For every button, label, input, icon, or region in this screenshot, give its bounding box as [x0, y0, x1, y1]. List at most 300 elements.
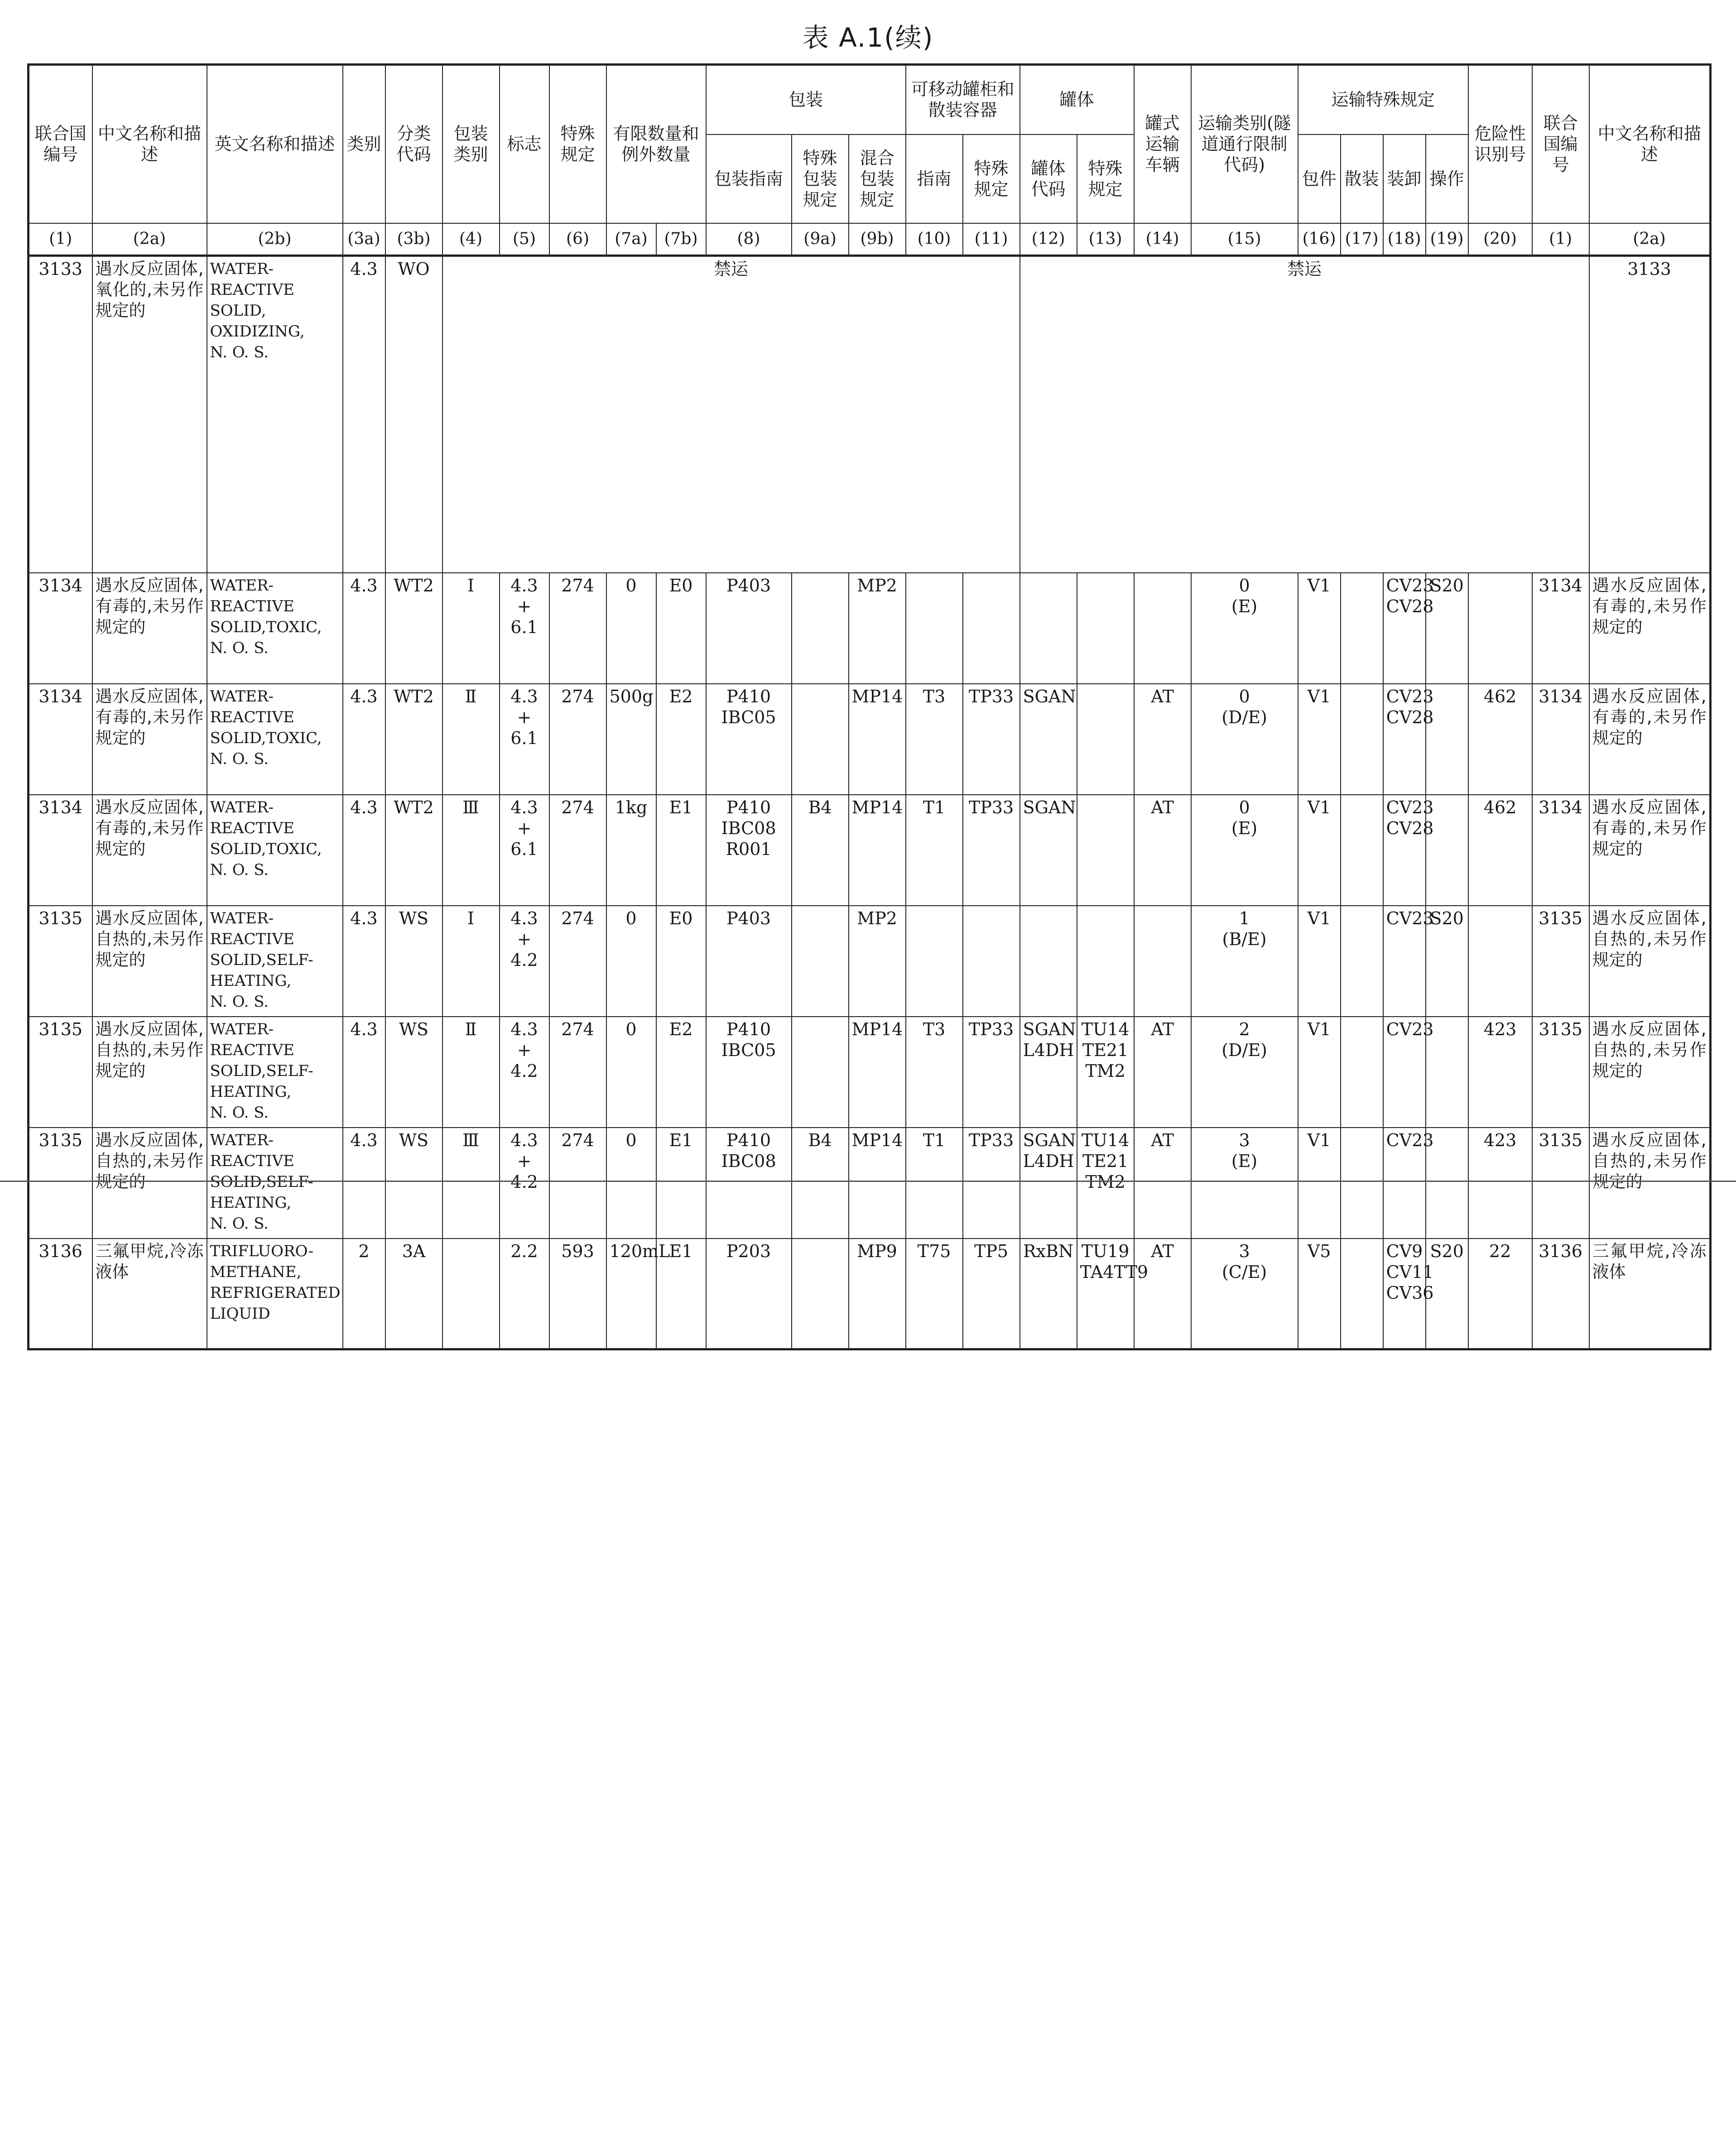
packing-group: Ⅰ: [442, 906, 500, 1017]
tank-code: [1020, 573, 1077, 684]
sp-packages: V1: [1298, 1128, 1341, 1239]
sp-operation: S20: [1426, 1239, 1468, 1349]
sp-loading: [1383, 573, 1434, 684]
tank-special: [1077, 684, 1134, 795]
mixed-packing: MP2: [849, 573, 906, 684]
limited-quantity: 120mL: [606, 1239, 656, 1349]
labels: [500, 795, 549, 906]
class: 4.3: [343, 1017, 385, 1128]
name-en-line: WATER-: [210, 687, 274, 706]
hdr-un-no: 联合国编号: [29, 65, 92, 223]
sp-packages: V1: [1298, 684, 1341, 795]
labels: [500, 1239, 549, 1349]
name-zh-right: 三氟甲烷,冷冻液体: [1589, 1239, 1710, 1349]
hdr-sp-bulk: 散装: [1341, 134, 1383, 223]
hdr-special-transport: 运输特殊规定: [1298, 65, 1468, 134]
name-en-line: SOLID,SELF-: [210, 951, 313, 969]
excepted-quantity: E0: [656, 906, 706, 1017]
transport-category: [1191, 795, 1298, 906]
name-en-line: REACTIVE: [210, 597, 294, 615]
tank-code-line: L4DH: [1023, 1040, 1074, 1060]
column-number: (1): [29, 223, 92, 256]
sp-operation: S20: [1426, 573, 1468, 684]
sp-loading-line: CV23: [1386, 1130, 1434, 1150]
name-en-line: REACTIVE: [210, 930, 294, 948]
packing-instruction-line: P410: [726, 686, 771, 706]
tank-code: [1020, 906, 1077, 1017]
name-en-line: SOLID,SELF-: [210, 1172, 313, 1191]
special-provision: 274: [549, 684, 606, 795]
special-packing: [792, 684, 849, 795]
packing-instruction-line: P410: [726, 797, 771, 817]
portable-instruction: T3: [906, 1017, 963, 1128]
hdr-un-no-right: 联合国编号: [1532, 65, 1589, 223]
hdr-sp-packages: 包件: [1298, 134, 1341, 223]
packing-instruction-line: R001: [726, 839, 772, 859]
name-en: [207, 573, 343, 684]
column-number: (5): [500, 223, 549, 256]
labels-line: 6.1: [510, 839, 538, 859]
sp-loading-line: CV23: [1386, 686, 1434, 706]
un-number: 3136: [29, 1239, 92, 1349]
name-en: [207, 906, 343, 1017]
sp-loading-line: CV36: [1386, 1282, 1434, 1303]
column-number: (2a): [92, 223, 207, 256]
name-en-line: N. O. S.: [210, 749, 269, 768]
column-number: (3b): [385, 223, 442, 256]
labels-line: 4.3 +: [510, 1130, 538, 1171]
tank-special: [1077, 1239, 1149, 1349]
tank-special-line: TU14: [1081, 1130, 1130, 1150]
labels-line: 4.3 +: [510, 797, 538, 838]
column-number: (12): [1020, 223, 1077, 256]
name-en: [207, 795, 343, 906]
sp-loading-line: CV23: [1386, 797, 1434, 817]
labels-line: 4.3 +: [510, 908, 538, 949]
special-packing: [792, 1239, 849, 1349]
name-en-line: SOLID,TOXIC,: [210, 729, 322, 747]
special-packing: [792, 906, 849, 1017]
un-number-right: 3135: [1532, 1128, 1589, 1239]
column-number: (20): [1468, 223, 1532, 256]
sp-bulk: [1341, 1128, 1383, 1239]
class-code: WS: [385, 1128, 442, 1239]
sp-bulk: [1341, 1239, 1383, 1349]
labels: [500, 573, 549, 684]
name-en-line: REFRIGERATED: [210, 1283, 341, 1302]
sp-packages: V1: [1298, 1017, 1341, 1128]
class-code: WT2: [385, 795, 442, 906]
transport-category: [1191, 684, 1298, 795]
hdr-special-provisions: 特殊规定: [549, 65, 606, 223]
un-number: 3133: [29, 256, 92, 573]
portable-special: [963, 573, 1020, 684]
portable-instruction: [906, 906, 963, 1017]
transport-category: [1191, 1239, 1298, 1349]
mixed-packing: MP9: [849, 1239, 906, 1349]
name-zh: 遇水反应固体,自热的,未另作规定的: [92, 1128, 207, 1239]
mixed-packing: MP14: [849, 1128, 906, 1239]
name-zh-right: 遇水反应固体,有毒的,未另作规定的: [1589, 684, 1710, 795]
hazard-id: 22: [1468, 1239, 1532, 1349]
tank-special: [1077, 795, 1134, 906]
labels-line: 2.2: [510, 1241, 538, 1261]
mixed-packing: MP2: [849, 906, 906, 1017]
portable-special: TP33: [963, 684, 1020, 795]
name-zh-right: 遇水反应固体,自热的,未另作规定的: [1589, 1017, 1710, 1128]
packing-instruction-line: P410: [726, 1130, 771, 1150]
column-number: (2a): [1589, 223, 1710, 256]
transport-category: [1191, 573, 1298, 684]
transport-category-line: (B/E): [1222, 929, 1267, 949]
column-number: (1): [1532, 223, 1589, 256]
class-code: 3A: [385, 1239, 442, 1349]
hdr-class: 类别: [343, 65, 385, 223]
name-en-line: REACTIVE: [210, 281, 294, 299]
hdr-name-zh-right: 中文名称和描述: [1589, 65, 1710, 223]
name-zh-right: 遇水反应固体,自热的,未另作规定的: [1589, 906, 1710, 1017]
tank-special-line: TA4TT9: [1080, 1262, 1149, 1282]
table-row: [29, 1239, 1711, 1349]
sp-bulk: [1341, 906, 1383, 1017]
name-en-line: N. O. S.: [210, 1214, 269, 1233]
special-provision: 274: [549, 1128, 606, 1239]
name-zh: 遇水反应固体,自热的,未另作规定的: [92, 1017, 207, 1128]
column-number: (16): [1298, 223, 1341, 256]
tank-code: [1020, 795, 1077, 906]
un-number: 3134: [29, 684, 92, 795]
column-number: (7b): [656, 223, 706, 256]
limited-quantity: 500g: [606, 684, 656, 795]
tank-code-line: SGAN: [1023, 797, 1076, 817]
column-number: (13): [1077, 223, 1134, 256]
excepted-quantity: E1: [656, 1128, 706, 1239]
name-zh: 遇水反应固体,有毒的,未另作规定的: [92, 573, 207, 684]
tank-vehicle: [1134, 573, 1191, 684]
packing-group: [442, 1239, 500, 1349]
un-number: 3135: [29, 906, 92, 1017]
labels-line: 4.2: [510, 1172, 538, 1192]
name-zh: 遇水反应固体,有毒的,未另作规定的: [92, 795, 207, 906]
packing-instruction-line: P403: [726, 575, 771, 595]
column-number: (11): [963, 223, 1020, 256]
header-row-1: [29, 65, 1711, 134]
class-code: WT2: [385, 684, 442, 795]
tank-vehicle: [1134, 906, 1191, 1017]
hdr-packing-instr: 包装指南: [706, 134, 792, 223]
special-packing: [792, 573, 849, 684]
name-en-line: SOLID,TOXIC,: [210, 618, 322, 636]
excepted-quantity: E2: [656, 684, 706, 795]
column-number: (3a): [343, 223, 385, 256]
mixed-packing: MP14: [849, 795, 906, 906]
transport-category-line: 2: [1239, 1019, 1250, 1039]
hdr-hazard-id: 危险性识别号: [1468, 65, 1532, 223]
class: 4.3: [343, 795, 385, 906]
un-number-right: 3133: [1589, 256, 1710, 573]
hdr-packing-group: 包装类别: [442, 65, 500, 223]
column-number: (8): [706, 223, 792, 256]
column-number: (2b): [207, 223, 343, 256]
table-title: 表 A.1(续): [802, 22, 934, 53]
name-en: [207, 1017, 343, 1128]
hazard-id: 423: [1468, 1017, 1532, 1128]
packing-group: Ⅱ: [442, 1017, 500, 1128]
packing-instruction-line: IBC05: [721, 1040, 776, 1060]
column-number: (9b): [849, 223, 906, 256]
hdr-tank-vehicle: 罐式运输车辆: [1134, 65, 1191, 223]
hdr-portable-sp: 特殊规定: [963, 134, 1020, 223]
name-en-line: TRIFLUORO-: [210, 1242, 314, 1260]
tank-special-line: TE21: [1082, 1040, 1129, 1060]
forbidden-transport: 禁运: [1020, 256, 1589, 573]
hdr-portable-instr: 指南: [906, 134, 963, 223]
hdr-tank: 罐体: [1020, 65, 1134, 134]
tank-special-line: TM2: [1085, 1172, 1125, 1192]
name-en-line: SOLID,: [210, 302, 266, 320]
column-number: (17): [1341, 223, 1383, 256]
packing-instruction: [706, 906, 792, 1017]
sp-loading-line: CV23: [1386, 575, 1434, 595]
tank-code-line: SGAN: [1023, 1130, 1076, 1150]
dangerous-goods-table: [27, 63, 1712, 1350]
hdr-name-en: 英文名称和描述: [207, 65, 343, 223]
transport-category-line: 0: [1239, 686, 1250, 706]
special-provision: 593: [549, 1239, 606, 1349]
hdr-sp-loading: 装卸: [1383, 134, 1426, 223]
tank-code: [1020, 684, 1077, 795]
un-number-right: 3135: [1532, 1017, 1589, 1128]
portable-special: TP33: [963, 1017, 1020, 1128]
hazard-id: 423: [1468, 1128, 1532, 1239]
hazard-id: [1468, 573, 1532, 684]
labels: [500, 906, 549, 1017]
name-en-line: REACTIVE: [210, 708, 294, 726]
portable-special: TP5: [963, 1239, 1020, 1349]
packing-instruction-line: IBC08: [721, 1151, 776, 1171]
excepted-quantity: E0: [656, 573, 706, 684]
hazard-id: 462: [1468, 795, 1532, 906]
limited-quantity: 0: [606, 573, 656, 684]
labels: [500, 1017, 549, 1128]
tank-code-line: L4DH: [1023, 1151, 1074, 1171]
tank-special: [1077, 906, 1134, 1017]
tank-code: [1020, 1239, 1077, 1349]
page-divider: [0, 1181, 1736, 1182]
tank-code-line: SGAN: [1023, 1019, 1076, 1039]
excepted-quantity: E1: [656, 1239, 706, 1349]
class: 4.3: [343, 573, 385, 684]
sp-loading: [1383, 1017, 1434, 1128]
labels-line: 6.1: [510, 617, 538, 637]
name-en-line: OXIDIZING,: [210, 322, 305, 341]
limited-quantity: 0: [606, 906, 656, 1017]
hdr-tank-code: 罐体代码: [1020, 134, 1077, 223]
name-en-line: SOLID,TOXIC,: [210, 840, 322, 858]
column-number: (6): [549, 223, 606, 256]
transport-category: [1191, 906, 1298, 1017]
class: 4.3: [343, 906, 385, 1017]
un-number-right: 3135: [1532, 906, 1589, 1017]
un-number-right: 3134: [1532, 684, 1589, 795]
special-provision: 274: [549, 906, 606, 1017]
class-code: WT2: [385, 573, 442, 684]
sp-loading-line: CV23: [1386, 908, 1434, 928]
tank-code: [1020, 1017, 1077, 1128]
name-zh: 三氟甲烷,冷冻液体: [92, 1239, 207, 1349]
tank-special: [1077, 1017, 1134, 1128]
excepted-quantity: E1: [656, 795, 706, 906]
transport-category-line: (E): [1231, 596, 1258, 616]
tank-special-line: TU14: [1081, 1019, 1130, 1039]
name-en-line: REACTIVE: [210, 1041, 294, 1059]
transport-category-line: (C/E): [1221, 1262, 1267, 1282]
hdr-labels: 标志: [500, 65, 549, 223]
hdr-limited-excepted: 有限数量和例外数量: [606, 65, 706, 223]
tank-vehicle: AT: [1134, 1239, 1191, 1349]
sp-loading: [1383, 684, 1434, 795]
name-en: [207, 1128, 343, 1239]
table-row: [29, 256, 1711, 573]
labels-line: 4.3 +: [510, 686, 538, 727]
transport-category: [1191, 1017, 1298, 1128]
table-row: [29, 684, 1711, 795]
class-code: WO: [385, 256, 442, 573]
tank-vehicle: AT: [1134, 1017, 1191, 1128]
name-en-line: HEATING,: [210, 1082, 292, 1101]
portable-special: TP33: [963, 795, 1020, 906]
packing-instruction-line: IBC08: [721, 818, 776, 838]
sp-loading-line: CV28: [1386, 818, 1434, 838]
name-en-line: WATER-: [210, 260, 274, 278]
packing-instruction-line: P203: [726, 1241, 771, 1261]
name-zh: 遇水反应固体,有毒的,未另作规定的: [92, 684, 207, 795]
tank-special: [1077, 573, 1134, 684]
column-number: (10): [906, 223, 963, 256]
packing-instruction: [706, 795, 792, 906]
name-en-line: REACTIVE: [210, 819, 294, 837]
transport-category-line: (E): [1231, 1151, 1258, 1171]
transport-category-line: (E): [1231, 818, 1258, 838]
name-en-line: REACTIVE: [210, 1152, 294, 1170]
hdr-mixed-packing: 混合包装规定: [849, 134, 906, 223]
packing-instruction: [706, 1017, 792, 1128]
tank-vehicle: AT: [1134, 795, 1191, 906]
table-row: [29, 1128, 1711, 1239]
packing-group: Ⅰ: [442, 573, 500, 684]
hdr-sp-operation: 操作: [1426, 134, 1468, 223]
tank-code-line: RxBN: [1023, 1241, 1074, 1261]
special-packing: [792, 1017, 849, 1128]
name-en: [207, 684, 343, 795]
column-number: (9a): [792, 223, 849, 256]
labels: [500, 684, 549, 795]
transport-category-line: 0: [1239, 797, 1250, 817]
labels-line: 4.2: [510, 1061, 538, 1081]
tank-vehicle: AT: [1134, 684, 1191, 795]
hdr-transport-category: 运输类别(隧道通行限制代码): [1191, 65, 1298, 223]
sp-bulk: [1341, 795, 1383, 906]
name-en-line: N. O. S.: [210, 992, 269, 1011]
special-provision: 274: [549, 1017, 606, 1128]
un-number: 3134: [29, 573, 92, 684]
column-number: (14): [1134, 223, 1191, 256]
name-en-line: HEATING,: [210, 971, 292, 990]
packing-instruction: [706, 684, 792, 795]
column-number: (18): [1383, 223, 1426, 256]
name-en: [207, 256, 343, 573]
limited-quantity: 0: [606, 1128, 656, 1239]
name-en-line: LIQUID: [210, 1304, 270, 1323]
portable-special: [963, 906, 1020, 1017]
sp-loading-line: CV28: [1386, 707, 1434, 727]
transport-category-line: 3: [1239, 1241, 1250, 1261]
name-zh: 遇水反应固体,氧化的,未另作规定的: [92, 256, 207, 573]
labels-line: 6.1: [510, 728, 538, 748]
packing-instruction: [706, 573, 792, 684]
name-en-line: N. O. S.: [210, 639, 269, 657]
packing-instruction-line: P410: [726, 1019, 771, 1039]
transport-category-line: (D/E): [1221, 1040, 1267, 1060]
un-number: 3135: [29, 1128, 92, 1239]
sp-loading-line: CV9: [1386, 1241, 1423, 1261]
sp-bulk: [1341, 573, 1383, 684]
hdr-name-zh: 中文名称和描述: [92, 65, 207, 223]
class: 2: [343, 1239, 385, 1349]
transport-category-line: 3: [1239, 1130, 1250, 1150]
sp-loading: [1383, 1128, 1434, 1239]
hdr-tank-sp: 特殊规定: [1077, 134, 1134, 223]
name-zh-right: 遇水反应固体,自热的,未另作规定的: [1589, 1128, 1710, 1239]
table-row: [29, 573, 1711, 684]
name-en-line: WATER-: [210, 909, 274, 927]
portable-instruction: T75: [906, 1239, 963, 1349]
sp-packages: V1: [1298, 795, 1341, 906]
sp-loading-line: CV11: [1386, 1262, 1434, 1282]
packing-instruction-line: IBC05: [721, 707, 776, 727]
name-zh-right: [1710, 256, 1711, 573]
tank-code-line: SGAN: [1023, 686, 1076, 706]
tank-special-line: TM2: [1085, 1061, 1125, 1081]
portable-special: TP33: [963, 1128, 1020, 1239]
limited-quantity: 0: [606, 1017, 656, 1128]
sp-loading-line: CV23: [1386, 1019, 1434, 1039]
class-code: WS: [385, 1017, 442, 1128]
name-en-line: METHANE,: [210, 1263, 302, 1281]
name-en: [207, 1239, 343, 1349]
packing-instruction: [706, 1128, 792, 1239]
class: 4.3: [343, 1128, 385, 1239]
name-en-line: WATER-: [210, 1020, 274, 1038]
sp-packages: V1: [1298, 573, 1341, 684]
un-number: 3135: [29, 1017, 92, 1128]
un-number-right: 3134: [1532, 795, 1589, 906]
packing-group: Ⅲ: [442, 795, 500, 906]
hazard-id: 462: [1468, 684, 1532, 795]
limited-quantity: 1kg: [606, 795, 656, 906]
name-zh-right: 遇水反应固体,有毒的,未另作规定的: [1589, 795, 1710, 906]
name-en-line: HEATING,: [210, 1193, 292, 1212]
sp-packages: V1: [1298, 906, 1341, 1017]
name-en-line: SOLID,SELF-: [210, 1061, 313, 1080]
sp-bulk: [1341, 684, 1383, 795]
mixed-packing: MP14: [849, 684, 906, 795]
special-provision: 274: [549, 795, 606, 906]
hdr-class-code: 分类代码: [385, 65, 442, 223]
column-number: (19): [1426, 223, 1468, 256]
name-en-line: WATER-: [210, 576, 274, 595]
excepted-quantity: E2: [656, 1017, 706, 1128]
